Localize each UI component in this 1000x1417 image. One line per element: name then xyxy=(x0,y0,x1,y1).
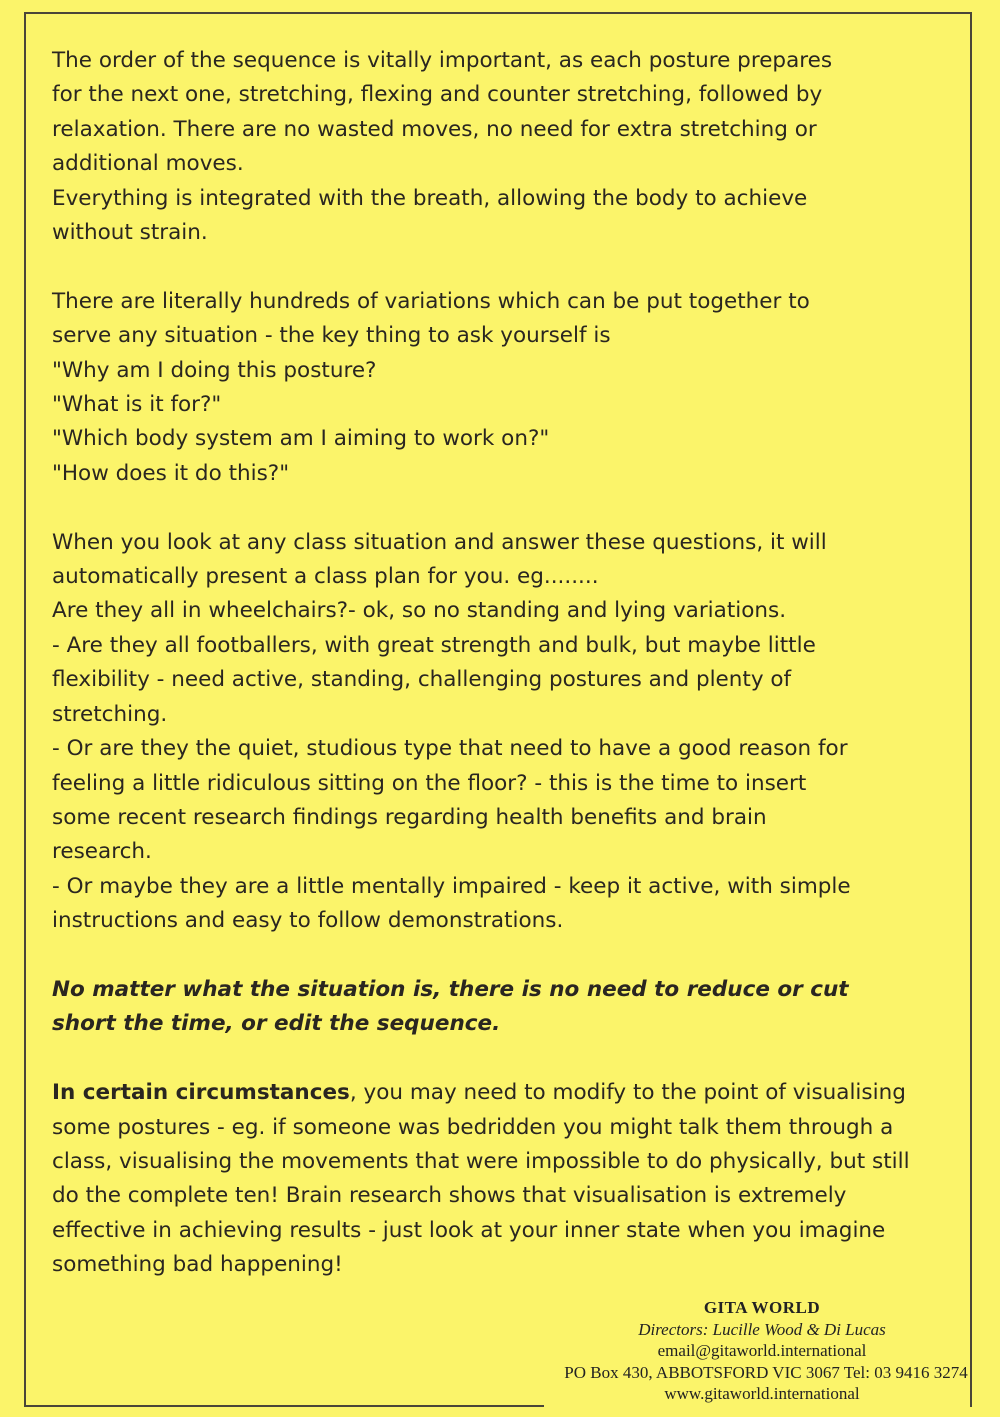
emphasis-line: No matter what the situation is, there is no need to reduce or cut xyxy=(52,976,849,1002)
text-line: something bad happening! xyxy=(52,1252,343,1278)
text-line: class, visualising the movements that were impossible to do physically, but still xyxy=(52,1148,910,1174)
text-line: When you look at any class situation and answer these questions, it will xyxy=(52,529,827,555)
text-line: - Or maybe they are a little mentally impaired - keep it active, with simple xyxy=(52,873,851,899)
question-line: "Which body system am I aiming to work on?" xyxy=(52,426,550,452)
website-line: www.gitaworld.international xyxy=(664,1384,860,1403)
text-line: automatically present a class plan for you. eg........ xyxy=(52,564,599,590)
text-line: serve any situation - the key thing to ask yourself is xyxy=(52,323,611,349)
text-line: some recent research findings regarding health benefits and brain xyxy=(52,804,767,830)
paragraph-circumstances xyxy=(52,1076,957,1282)
text-line: feeling a little ridiculous sitting on the floor? - this is the time to insert xyxy=(52,770,807,796)
text-line: research. xyxy=(52,839,152,865)
page-border-bottom xyxy=(24,1405,544,1407)
letterhead-footer xyxy=(532,1297,992,1405)
text-line: without strain. xyxy=(52,220,208,246)
text-line: The order of the sequence is vitally important, as each posture prepares xyxy=(52,48,833,73)
text-span: , you may need to modify to the point of visualising xyxy=(349,1080,906,1106)
text-line: Are they all in wheelchairs?- ok, so no standing and lying variations. xyxy=(52,598,787,624)
text-line: There are literally hundreds of variations which can be put together to xyxy=(52,288,810,314)
paragraph-gap xyxy=(52,939,957,973)
text-line: additional moves. xyxy=(52,151,244,177)
text-line: some postures - eg. if someone was bedridden you might talk them through a xyxy=(52,1114,894,1140)
paragraph-variations xyxy=(52,285,957,491)
lead-phrase: In certain circumstances xyxy=(52,1080,350,1106)
email-line: email@gitaworld.international xyxy=(657,1341,867,1360)
text-line xyxy=(52,1076,957,1110)
text-line: - Are they all footballers, with great strength and bulk, but maybe little xyxy=(52,632,816,658)
text-line: for the next one, stretching, flexing and counter stretching, followed by xyxy=(52,82,823,108)
paragraph-gap xyxy=(52,491,957,525)
text-line: stretching. xyxy=(52,701,168,727)
address-line: PO Box 430, ABBOTSFORD VIC 3067 Tel: 03 9416 3274 xyxy=(564,1362,968,1382)
emphasis-line: short the time, or edit the sequence. xyxy=(52,1011,501,1037)
text-line: do the complete ten! Brain research shows that visualisation is extremely xyxy=(52,1183,847,1209)
company-name: GITA WORLD xyxy=(703,1298,821,1317)
paragraph-gap xyxy=(52,250,957,284)
question-line: "What is it for?" xyxy=(52,392,222,418)
text-line: instructions and easy to follow demonstrations. xyxy=(52,908,564,934)
text-line: Everything is integrated with the breath, allowing the body to achieve xyxy=(52,185,808,211)
paragraph-gap xyxy=(52,1042,957,1076)
text-line: flexibility - need active, standing, challenging postures and plenty of xyxy=(52,667,792,693)
text-line: relaxation. There are no wasted moves, no need for extra stretching or xyxy=(52,116,817,142)
directors-line: Directors: Lucille Wood & Di Lucas xyxy=(638,1319,886,1339)
paragraph-sequence-order xyxy=(52,44,957,250)
text-line: effective in achieving results - just look at your inner state when you imagine xyxy=(52,1217,886,1243)
emphasis-statement xyxy=(52,973,957,1042)
paragraph-class-situations xyxy=(52,526,957,939)
document-body xyxy=(52,44,957,1283)
question-line: "Why am I doing this posture? xyxy=(52,357,377,383)
question-line: "How does it do this?" xyxy=(52,460,290,486)
text-line: - Or are they the quiet, studious type that need to have a good reason for xyxy=(52,736,848,762)
